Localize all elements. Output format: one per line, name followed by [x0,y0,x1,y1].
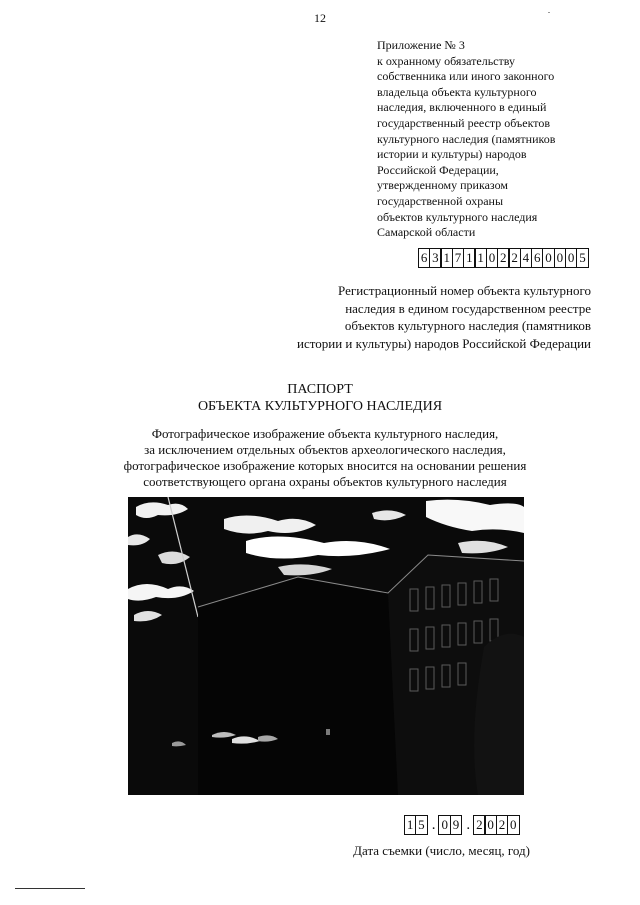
photo-caption-line: соответствующего органа охраны объектов культурного наследия [143,474,507,489]
date-digit: 9 [450,815,463,835]
registration-digit: 7 [452,248,465,268]
appendix-line: Российской Федерации, [377,162,499,177]
registration-digit: 6 [418,248,431,268]
registration-digit: 2 [508,248,521,268]
date-separator: . [466,817,471,833]
registration-caption-line: объектов культурного наследия (памятников [344,318,591,333]
appendix-line: государственный реестр объектов [377,115,551,130]
date-separator: . [431,817,436,833]
date-month-boxes [440,815,463,835]
registration-digit: 0 [542,248,555,268]
appendix-line: государственной охраны [377,193,504,208]
title-line-1: ПАСПОРТ [287,382,353,397]
date-digit: 0 [484,815,497,835]
footnote-separator [15,888,85,889]
registration-digit: 4 [520,248,533,268]
registration-caption-line: истории и культуры) народов Российской Федерации [297,335,591,351]
appendix-line: собственника или иного законного [377,69,555,84]
appendix-note [377,38,617,241]
date-digit: 0 [507,815,520,835]
date-caption: Дата съемки (число, месяц, год) [353,843,530,858]
registration-digit: 0 [565,248,578,268]
registration-digit: 5 [576,248,589,268]
appendix-line: истории и культуры) народов [377,147,527,162]
registration-digit: 1 [474,248,487,268]
photo-caption-line: фотографическое изображение которых вносится на основании решения [123,458,527,473]
date-digit: 2 [496,815,509,835]
appendix-line: к охранному обязательству [377,53,516,68]
photo-date [405,815,520,835]
date-digit: 0 [438,815,451,835]
passport-title [0,381,640,415]
building-photo-image [128,497,524,795]
registration-number-boxes [419,248,589,268]
appendix-line: Самарской области [377,225,476,240]
photo-caption-line: за исключением отдельных объектов археологического наследия, [144,442,506,457]
title-line-2: ОБЪЕКТА КУЛЬТУРНОГО НАСЛЕДИЯ [197,399,443,414]
scan-speck [548,12,550,13]
registration-caption-line: наследия в едином государственном реестре [345,300,591,316]
registration-digit: 1 [463,248,476,268]
date-digit: 1 [404,815,417,835]
registration-digit: 0 [554,248,567,268]
appendix-line: наследия, включенного в единый [377,100,547,115]
registration-digit: 0 [486,248,499,268]
date-digit: 5 [415,815,428,835]
registration-digit: 3 [429,248,442,268]
registration-digit: 1 [440,248,453,268]
appendix-line: владельца объекта культурного [377,84,537,99]
date-year-boxes [474,815,519,835]
date-day-boxes [405,815,428,835]
appendix-line: утвержденному приказом [377,178,508,193]
object-photograph [128,497,524,795]
date-digit: 2 [473,815,486,835]
registration-digit: 6 [531,248,544,268]
registration-caption [260,282,591,352]
registration-digit: 2 [497,248,510,268]
photo-caption-line: Фотографическое изображение объекта культурного наследия, [151,426,499,441]
photo-caption [0,426,640,490]
appendix-line: культурного наследия (памятников [377,131,556,146]
appendix-line: Приложение № 3 [377,38,465,52]
page-number: 12 [314,11,326,25]
appendix-line: объектов культурного наследия [377,209,538,224]
registration-caption-line: Регистрационный номер объекта культурного [338,283,591,298]
